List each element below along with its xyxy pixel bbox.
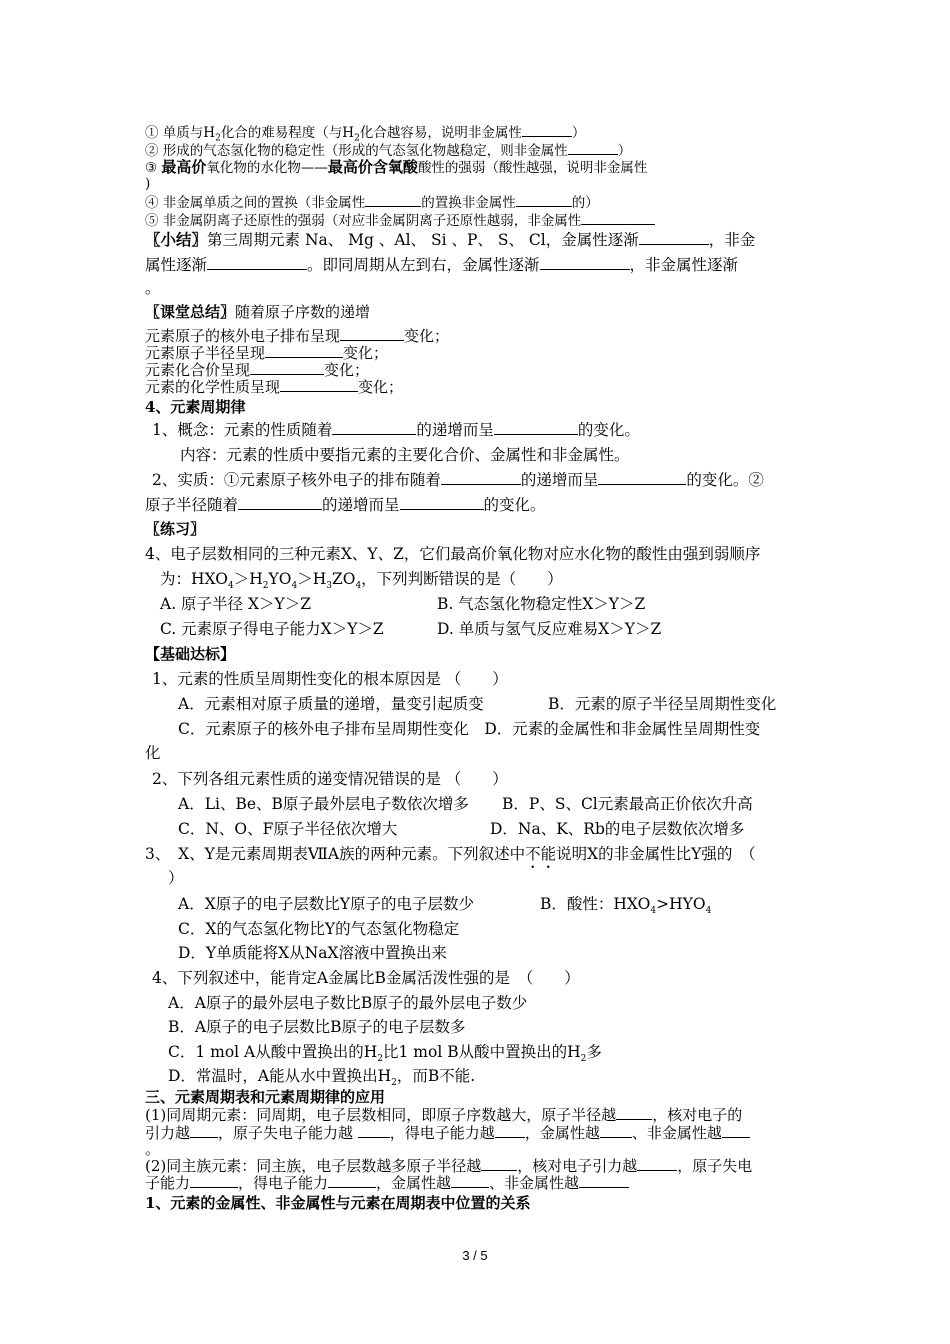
question-text: 1、元素的性质呈周期性变化的根本原因是 （ ） (152, 670, 508, 688)
section-heading: 4、元素周期律 (145, 398, 246, 416)
option-a: A．X原子的电子层数比Y原子的电子层数少 (178, 895, 474, 913)
option-c: C．X的气态氢化物比Y的气态氢化物稳定 (178, 920, 460, 938)
section-heading: 〖练习〗 (145, 520, 206, 538)
blank[interactable] (579, 1173, 629, 1188)
text-line: ④ 非金属单质之间的置换（非金属性 的置换非金属性 的） (145, 192, 599, 212)
blank[interactable] (332, 420, 416, 435)
blank[interactable] (451, 1173, 489, 1188)
blank[interactable] (190, 1173, 238, 1188)
text-line: 引力越 ，原子失电子能力越 ，得电子能力越 ，金属性越 、非金属性越 (145, 1123, 750, 1142)
blank[interactable] (540, 255, 630, 270)
option-b: B．P、S、Cl元素最高正价依次升高 (502, 795, 753, 813)
section-heading: 三、元素周期表和元素周期律的应用 (145, 1088, 386, 1106)
text-line: 1、概念：元素的性质随着 的递增而呈 的变化。 (152, 421, 640, 439)
blank[interactable] (568, 140, 618, 155)
text-line: ⑤ 非金属阴离子还原性的强弱（对应非金属阴离子还原性越弱，非金属性 (145, 210, 655, 230)
option-d: D．Y单质能将X从NaX溶液中置换出来 (178, 944, 448, 962)
text-line: 化 (145, 744, 161, 762)
text-line: 原子半径随着 的递增而呈 的变化。 (145, 496, 546, 514)
text-line: 元素化合价呈现 变化； (145, 361, 370, 379)
option-d: D. 单质与氢气反应难易X＞Y＞Z (437, 620, 662, 638)
text-line: (1)同周期元素：同周期，电子层数相同，即原子序数越大，原子半径越 ，核对电子的 (145, 1106, 743, 1124)
blank[interactable] (207, 255, 307, 270)
text-line: 〖小结〗第三周期元素 Na、 Mg 、Al、 Si 、P、 S、 Cl，金属性逐渐 ，非金 (145, 230, 756, 249)
option-b: B．元素的原子半径呈周期性变化 (548, 695, 777, 713)
blank[interactable] (616, 1105, 652, 1120)
text-line: ① 单质与$H_2$化合的难易程度（与$H_2$化合越容易，说明非金属性 ） (145, 122, 585, 148)
blank[interactable] (722, 1123, 750, 1138)
question-text: 为：$HXO_4>H_2YO_4>H_3ZO_4$，下列判断错误的是（ ） (160, 570, 563, 592)
option-a: A．Li、Be、B原子最外层电子数依次增多 (178, 795, 469, 813)
blank[interactable] (190, 1123, 218, 1138)
text-line: 。 (145, 279, 161, 297)
text-line: ③ 最高价氧化物的水化物——最高价含氧酸酸性的强弱（酸性越强，说明非金属性 (145, 158, 648, 176)
question-text: 2、下列各组元素性质的递变情况错误的是 （ ） (152, 770, 508, 788)
question-text: 4、电子层数相同的三种元素X、Y、Z，它们最高价氧化物对应水化物的酸性由强到弱顺序 (145, 545, 761, 563)
blank[interactable] (280, 377, 358, 392)
text-line: 元素原子半径呈现 变化； (145, 344, 389, 362)
blank[interactable] (581, 210, 655, 225)
text-line: 。 (145, 1140, 161, 1158)
blank[interactable] (340, 326, 404, 341)
option-b: B．A原子的电子层数比B原子的电子层数多 (168, 1018, 466, 1036)
section-heading: 1、元素的金属性、非金属性与元素在周期表中位置的关系 (145, 1194, 531, 1212)
blank[interactable] (481, 1156, 517, 1171)
blank[interactable] (328, 1173, 376, 1188)
blank[interactable] (637, 1156, 677, 1171)
text-line: ② 形成的气态氢化物的稳定性（形成的气态氢化物越稳定，则非金属性 ） (145, 140, 631, 160)
blank[interactable] (265, 343, 343, 358)
text-line: (2)同主族元素：同主族，电子层数越多原子半径越 ，核对电子引力越 ，原子失电 (145, 1157, 753, 1175)
text-line: 2、实质：①元素原子核外电子的排布随着 的递增而呈 的变化。② (152, 471, 764, 489)
text-line: 元素的化学性质呈现 变化； (145, 378, 404, 396)
blank[interactable] (400, 495, 484, 510)
question-text: 4、下列叙述中，能肯定A金属比B金属活泼性强的是 （ ） (152, 969, 580, 987)
question-text: 3、 X、Y是元素周期表ⅦA族的两种元素。下列叙述中不能说明X的非金属性比Y强的 （ (145, 845, 756, 863)
blank[interactable] (494, 420, 578, 435)
section-heading: 【基础达标】 (145, 645, 236, 663)
blank[interactable] (639, 230, 709, 245)
option-c: C. 元素原子得电子能力X＞Y＞Z (160, 620, 384, 638)
text-line: 元素原子的核外电子排布呈现 变化； (145, 327, 450, 345)
option-d: D．Na、K、Rb的电子层数依次增多 (490, 820, 745, 838)
blank[interactable] (238, 495, 322, 510)
page-number: 3 / 5 (462, 1248, 488, 1263)
option-b: B．酸性：$HXO_4>HYO_4$ (540, 895, 712, 917)
blank[interactable] (358, 1123, 390, 1138)
text-line: 内容：元素的性质中要指元素的主要化合价、金属性和非金属性。 (180, 446, 630, 464)
text-line: 子能力 ，得电子能力 ，金属性越 、非金属性越 (145, 1173, 629, 1192)
blank[interactable] (522, 122, 572, 137)
blank[interactable] (495, 1123, 525, 1138)
blank[interactable] (598, 470, 686, 485)
option-b: B. 气态氢化物稳定性X＞Y＞Z (437, 595, 646, 613)
blank[interactable] (516, 192, 572, 207)
blank[interactable] (365, 192, 421, 207)
option-a: A. 原子半径 X＞Y＞Z (160, 595, 312, 613)
option-c: C．1 mol A从酸中置换出的$H_2$比1 mol B从酸中置换出的$H_2$多 (168, 1043, 602, 1065)
option-a: A．A原子的最外层电子数比B原子的最外层电子数少 (168, 994, 528, 1012)
option-c-d: C．元素原子的核外电子排布呈周期性变化 D．元素的金属性和非金属性呈周期性变 (178, 720, 761, 738)
text-line: 〖课堂总结〗随着原子序数的递增 (145, 303, 371, 321)
blank[interactable] (600, 1123, 632, 1138)
blank[interactable] (441, 470, 521, 485)
text-line: ） (168, 869, 184, 887)
option-a: A．元素相对原子质量的递增，量变引起质变 (178, 695, 484, 713)
blank[interactable] (250, 360, 324, 375)
text-line: ) (145, 176, 151, 192)
option-d: D．常温时，A能从水中置换出$H_2$，而B不能. (168, 1067, 476, 1089)
text-line: 属性逐渐 。即同周期从左到右，金属性逐渐 ，非金属性逐渐 (145, 256, 739, 274)
option-c: C．N、O、F原子半径依次增大 (178, 820, 398, 838)
